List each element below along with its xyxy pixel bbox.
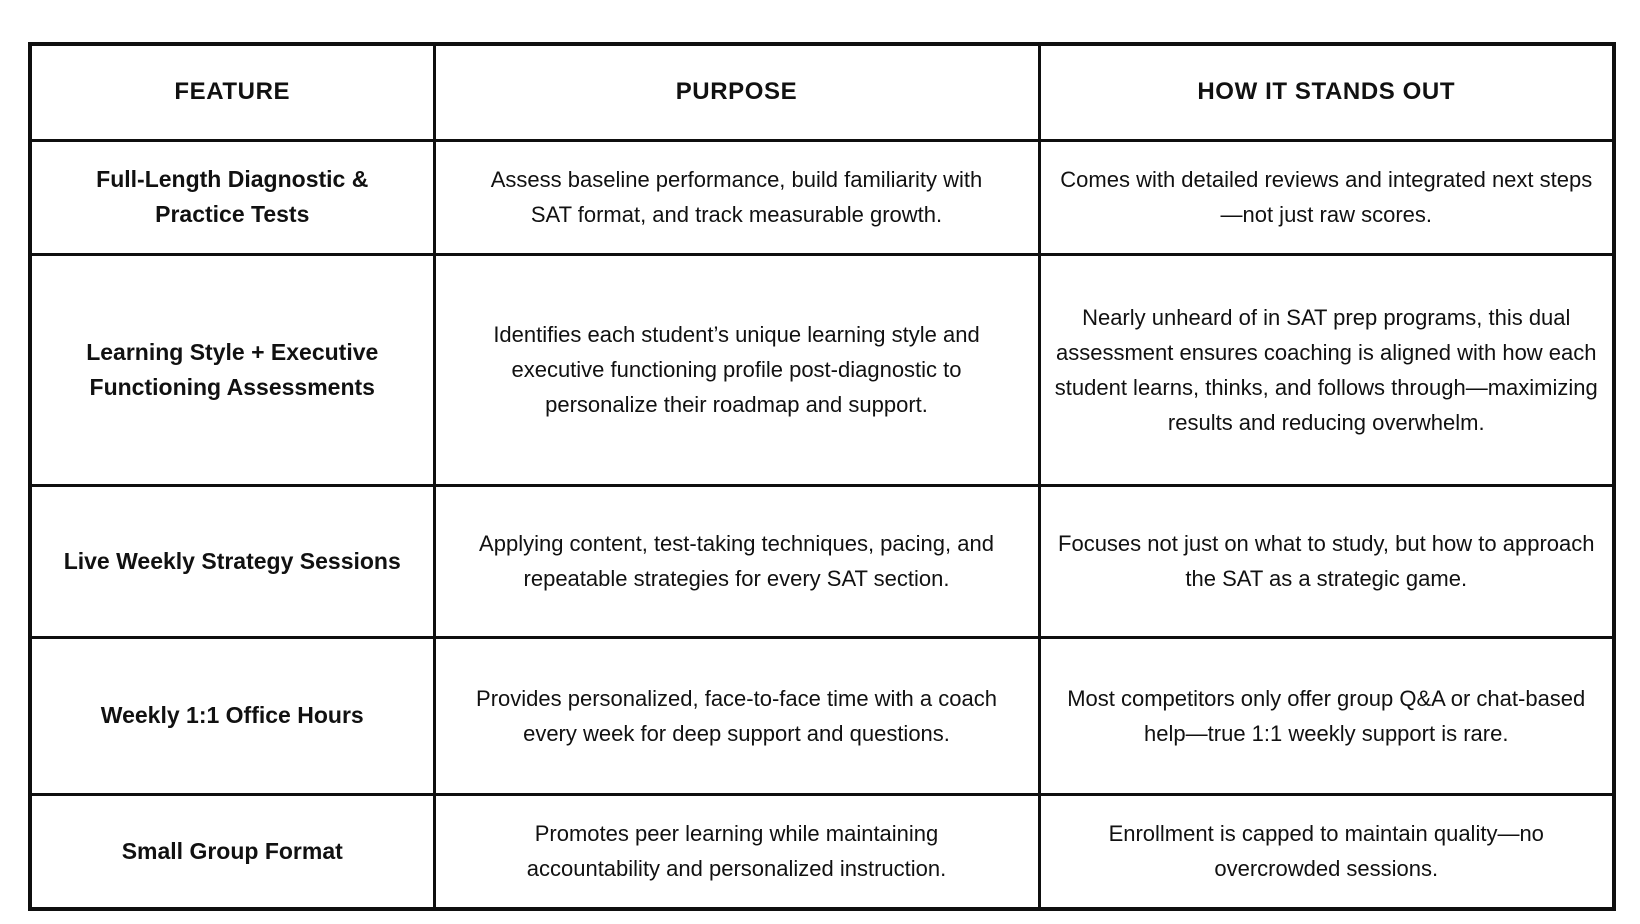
feature-cell: Weekly 1:1 Office Hours <box>30 637 434 794</box>
purpose-cell: Promotes peer learning while maintaining accountability and personalized instruction. <box>434 794 1039 909</box>
table-row-office-hours <box>30 637 1614 794</box>
table-row-strategy-sessions <box>30 485 1614 637</box>
table-row-learning-style-assessments <box>30 254 1614 485</box>
table-row-small-group-format <box>30 794 1614 909</box>
stands-out-cell: Comes with detailed reviews and integrated next steps—not just raw scores. <box>1039 140 1614 254</box>
purpose-cell: Provides personalized, face-to-face time with a coach every week for deep support and questions. <box>434 637 1039 794</box>
header-purpose: PURPOSE <box>434 44 1039 140</box>
header-row <box>30 44 1614 140</box>
table-row-diagnostic-tests <box>30 140 1614 254</box>
header-stands-out: HOW IT STANDS OUT <box>1039 44 1614 140</box>
comparison-table <box>28 42 1616 911</box>
stands-out-cell: Focuses not just on what to study, but how to approach the SAT as a strategic game. <box>1039 485 1614 637</box>
purpose-cell: Assess baseline performance, build familiarity with SAT format, and track measurable growth. <box>434 140 1039 254</box>
stands-out-cell: Most competitors only offer group Q&A or chat-based help—true 1:1 weekly support is rare. <box>1039 637 1614 794</box>
purpose-cell: Applying content, test-taking techniques, pacing, and repeatable strategies for every SAT section. <box>434 485 1039 637</box>
header-feature: FEATURE <box>30 44 434 140</box>
stands-out-cell: Nearly unheard of in SAT prep programs, this dual assessment ensures coaching is aligned with how each student learns, thinks, and follows through—maximizing results and reducing overwhelm. <box>1039 254 1614 485</box>
feature-cell: Live Weekly Strategy Sessions <box>30 485 434 637</box>
feature-cell: Full-Length Diagnostic & Practice Tests <box>30 140 434 254</box>
stands-out-cell: Enrollment is capped to maintain quality—no overcrowded sessions. <box>1039 794 1614 909</box>
purpose-cell: Identifies each student’s unique learning style and executive functioning profile post-diagnostic to personalize their roadmap and support. <box>434 254 1039 485</box>
feature-cell: Learning Style + Executive Functioning Assessments <box>30 254 434 485</box>
feature-cell: Small Group Format <box>30 794 434 909</box>
